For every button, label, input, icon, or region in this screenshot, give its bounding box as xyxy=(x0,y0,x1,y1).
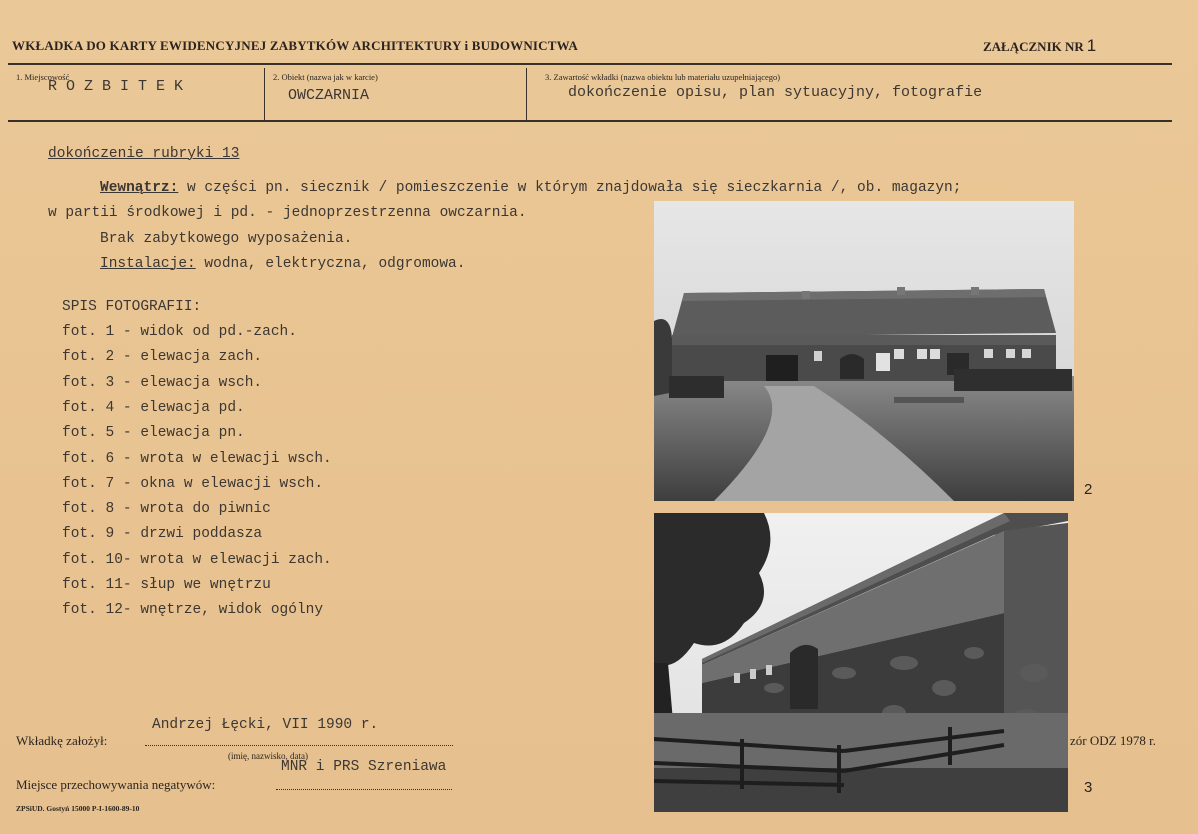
content-label: 3. Zawartość wkładki (nazwa obiektu lub materiału uzupełniającego) xyxy=(545,72,781,82)
interior-line-1 xyxy=(100,180,961,196)
installations-line xyxy=(100,256,465,272)
form-reference: zór ODZ 1978 r. xyxy=(1070,733,1156,748)
location-label: 1. Miejscowość xyxy=(16,72,70,82)
equipment-line: Brak zabytkowego wyposażenia. xyxy=(100,231,353,247)
author-dotted-line xyxy=(145,745,453,746)
installations-label: Instalacje: xyxy=(100,256,196,272)
photo-list-item: fot. 6 - wrota w elewacji wsch. xyxy=(62,450,332,467)
content-value: dokończenie opisu, plan sytuacyjny, fotografie xyxy=(568,84,983,101)
author-label: Wkładkę założył: xyxy=(16,733,108,748)
photo-list-item: fot. 1 - widok od pd.-zach. xyxy=(62,324,297,340)
photo-number-top: 2 xyxy=(1084,481,1093,498)
annex-number: 1 xyxy=(1086,36,1097,55)
photo-list-item: fot. 8 - wrota do piwnic xyxy=(62,501,271,518)
interior-text-1: w części pn. siecznik / pomieszczenie w którym znajdowała się sieczkarnia /, ob. magazyn; xyxy=(178,180,962,196)
storage-dotted-line xyxy=(276,789,452,790)
field-divider-2 xyxy=(526,68,527,120)
author-caption: (imię, nazwisko, data) xyxy=(228,751,308,761)
photo-list-item: fot. 5 - elewacja pn. xyxy=(62,425,245,442)
annex-label-text: ZAŁĄCZNIK NR xyxy=(983,39,1084,54)
field-divider-1 xyxy=(264,68,265,120)
photo-list-item: fot. 11- słup we wnętrzu xyxy=(62,577,271,593)
installations-text: wodna, elektryczna, odgromowa. xyxy=(195,256,466,272)
interior-label: Wewnątrz: xyxy=(100,180,179,196)
storage-label: Miejsce przechowywania negatywów: xyxy=(16,777,216,792)
location-value: ROZBITEK xyxy=(48,78,193,95)
form-title: WKŁADKA DO KARTY EWIDENCYJNEJ ZABYTKÓW ARCHITEKTURY i BUDOWNICTWA xyxy=(12,38,578,53)
photo-list-item: fot. 3 - elewacja wsch. xyxy=(62,374,263,391)
photo-number-bottom: 3 xyxy=(1084,779,1093,796)
photo-list-item: fot. 4 - elewacja pd. xyxy=(62,399,245,416)
photo-barn-west-elevation xyxy=(654,201,1074,501)
photo-barn-east-elevation xyxy=(654,513,1068,812)
photo-list-item: fot. 7 - okna w elewacji wsch. xyxy=(62,475,324,492)
photo-list-item: fot. 12- wnętrze, widok ogólny xyxy=(62,602,324,619)
author-value: Andrzej Łęcki, VII 1990 r. xyxy=(152,717,379,733)
photo-list-item: fot. 2 - elewacja zach. xyxy=(62,349,263,366)
object-value: OWCZARNIA xyxy=(288,87,370,104)
object-label: 2. Obiekt (nazwa jak w karcie) xyxy=(273,72,378,82)
print-identifier: ZPSiUD. Gostyń 15000 P-I-1600-89-10 xyxy=(16,804,140,813)
annex-label xyxy=(983,36,1096,56)
header-bottom-rule xyxy=(8,120,1172,122)
storage-value: MNR i PRS Szreniawa xyxy=(281,759,447,775)
interior-line-2: w partii środkowej i pd. - jednoprzestrzenna owczarnia. xyxy=(48,205,527,221)
section-heading: dokończenie rubryki 13 xyxy=(48,146,240,162)
photo-list-heading: SPIS FOTOGRAFII: xyxy=(62,299,202,315)
photo-list-item: fot. 10- wrota w elewacji zach. xyxy=(62,551,332,568)
photo-list-item: fot. 9 - drzwi poddasza xyxy=(62,526,263,543)
header-top-rule xyxy=(8,63,1172,65)
